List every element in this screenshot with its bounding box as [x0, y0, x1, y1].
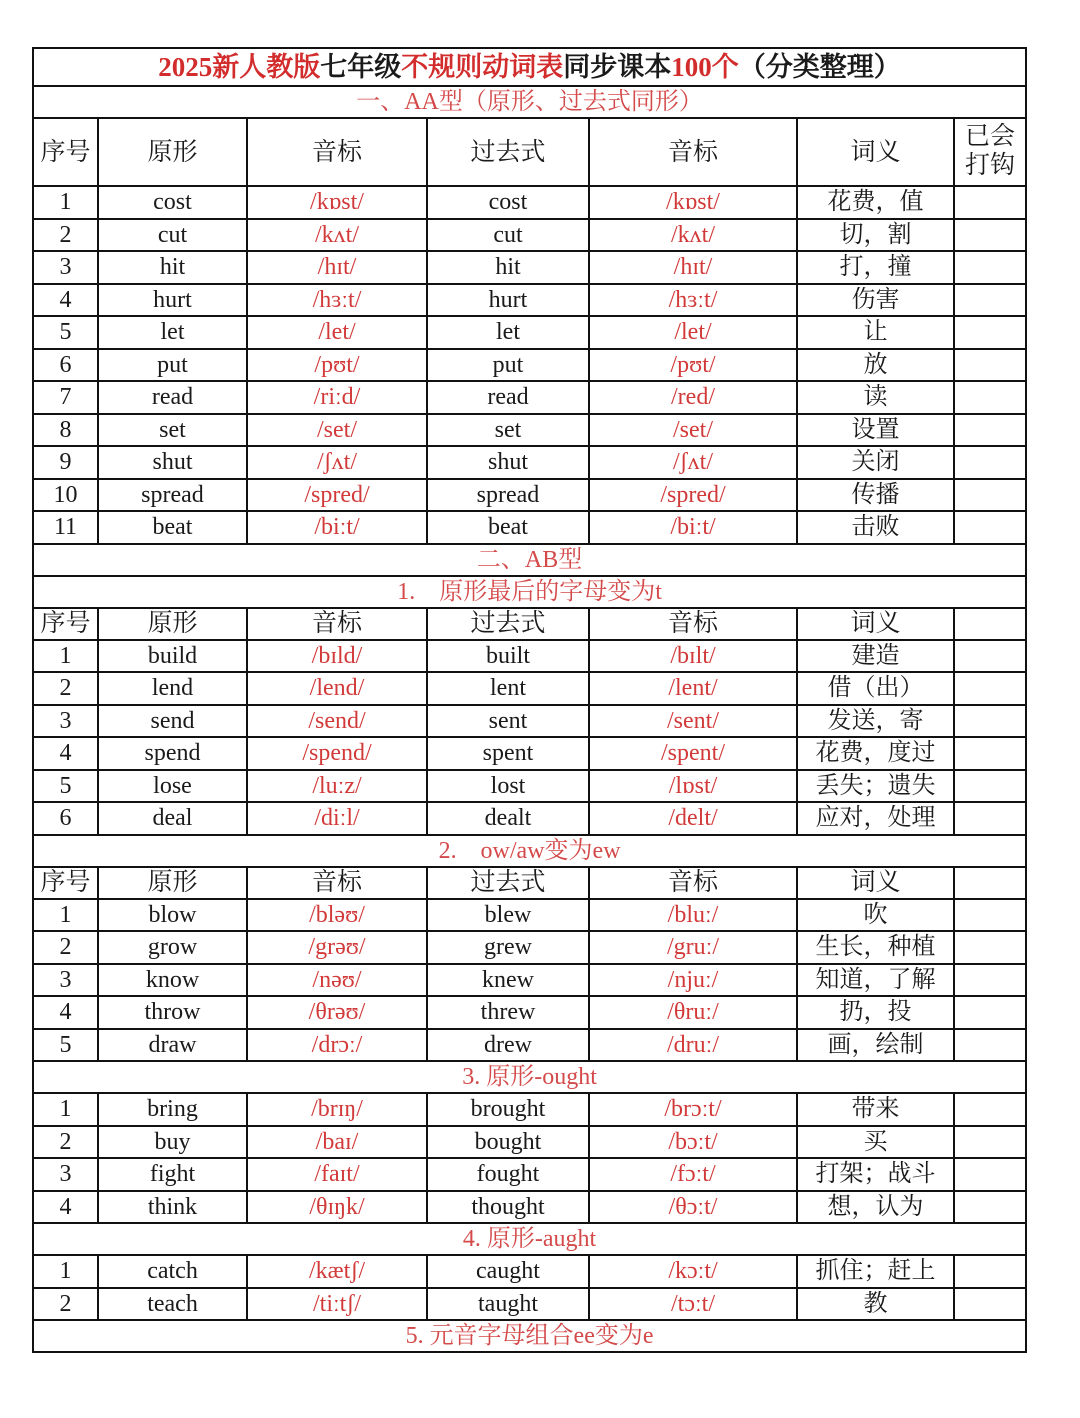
header-past-tense: 过去式: [427, 867, 589, 899]
cell-phonetic: /faɪt/: [247, 1158, 427, 1191]
cell-index: 2: [33, 219, 98, 252]
table-row: [33, 899, 1026, 932]
section-ab5: 5. 元音字母组合ee变为e: [33, 1320, 1026, 1352]
checkbox-cell[interactable]: [954, 1093, 1026, 1126]
title-count: 100个: [671, 51, 739, 82]
checkbox-cell[interactable]: [954, 672, 1026, 705]
cell-past-phonetic: /hɪt/: [589, 251, 797, 284]
cell-past-tense: grew: [427, 931, 589, 964]
title-year: 2025: [158, 51, 213, 82]
title-sync: 同步课本: [563, 51, 672, 82]
cell-meaning: 击败: [797, 511, 954, 544]
cell-past-tense: hurt: [427, 284, 589, 317]
cell-past-tense: cut: [427, 219, 589, 252]
cell-index: 5: [33, 770, 98, 803]
header-index: 序号: [33, 867, 98, 899]
cell-meaning: 打架；战斗: [797, 1158, 954, 1191]
cell-meaning: 应对，处理: [797, 802, 954, 835]
section-ab2: 2. ow/aw变为ew: [33, 835, 1026, 867]
checkbox-cell[interactable]: [954, 996, 1026, 1029]
checkbox-cell[interactable]: [954, 446, 1026, 479]
header-base-form: 原形: [98, 867, 247, 899]
header-phonetic: 音标: [247, 867, 427, 899]
cell-index: 9: [33, 446, 98, 479]
cell-past-tense: read: [427, 381, 589, 414]
table-row: [33, 251, 1026, 284]
cell-meaning: 放: [797, 349, 954, 382]
section-row: [33, 544, 1026, 576]
cell-past-tense: sent: [427, 705, 589, 738]
table-title: [33, 48, 1026, 86]
table-row: [33, 1126, 1026, 1159]
cell-meaning: 发送，寄: [797, 705, 954, 738]
cell-phonetic: /tiːtʃ/: [247, 1288, 427, 1321]
cell-base-form: let: [98, 316, 247, 349]
checkbox-cell[interactable]: [954, 479, 1026, 512]
table-row: [33, 1158, 1026, 1191]
table-row: [33, 802, 1026, 835]
cell-past-tense: thought: [427, 1191, 589, 1224]
cell-meaning: 打，撞: [797, 251, 954, 284]
checkbox-cell[interactable]: [954, 640, 1026, 673]
table-title-row: [33, 48, 1026, 86]
cell-past-phonetic: /red/: [589, 381, 797, 414]
section-row: [33, 1320, 1026, 1352]
cell-meaning: 读: [797, 381, 954, 414]
cell-index: 4: [33, 737, 98, 770]
cell-base-form: lend: [98, 672, 247, 705]
cell-base-form: cost: [98, 186, 247, 219]
cell-past-phonetic: /spent/: [589, 737, 797, 770]
checkbox-cell[interactable]: [954, 802, 1026, 835]
checkbox-cell[interactable]: [954, 316, 1026, 349]
table-row: [33, 316, 1026, 349]
cell-phonetic: /bɪld/: [247, 640, 427, 673]
cell-index: 2: [33, 1126, 98, 1159]
checkbox-cell[interactable]: [954, 349, 1026, 382]
cell-phonetic: /bləʊ/: [247, 899, 427, 932]
header-row: [33, 608, 1026, 640]
cell-past-tense: cost: [427, 186, 589, 219]
cell-index: 4: [33, 1191, 98, 1224]
cell-meaning: 教: [797, 1288, 954, 1321]
cell-past-phonetic: /ʃʌt/: [589, 446, 797, 479]
cell-past-phonetic: /spred/: [589, 479, 797, 512]
cell-past-phonetic: /tɔːt/: [589, 1288, 797, 1321]
cell-past-tense: let: [427, 316, 589, 349]
header-phonetic: 音标: [247, 608, 427, 640]
cell-base-form: deal: [98, 802, 247, 835]
cell-phonetic: /riːd/: [247, 381, 427, 414]
cell-index: 3: [33, 705, 98, 738]
cell-phonetic: /kʌt/: [247, 219, 427, 252]
cell-past-phonetic: /delt/: [589, 802, 797, 835]
cell-past-tense: threw: [427, 996, 589, 1029]
cell-meaning: 切，割: [797, 219, 954, 252]
table-row: [33, 284, 1026, 317]
section-ab3: 3. 原形-ought: [33, 1061, 1026, 1093]
cell-meaning: 丢失；遗失: [797, 770, 954, 803]
cell-phonetic: /set/: [247, 414, 427, 447]
cell-index: 1: [33, 186, 98, 219]
cell-past-tense: blew: [427, 899, 589, 932]
cell-index: 2: [33, 931, 98, 964]
cell-past-phonetic: /pʊt/: [589, 349, 797, 382]
cell-phonetic: /ʃʌt/: [247, 446, 427, 479]
cell-past-phonetic: /set/: [589, 414, 797, 447]
cell-past-phonetic: /θruː/: [589, 996, 797, 1029]
cell-phonetic: /hɪt/: [247, 251, 427, 284]
checkbox-cell[interactable]: [954, 284, 1026, 317]
table-row: [33, 737, 1026, 770]
table-row: [33, 770, 1026, 803]
cell-base-form: hit: [98, 251, 247, 284]
section-row: [33, 1061, 1026, 1093]
cell-base-form: fight: [98, 1158, 247, 1191]
checkbox-cell[interactable]: [954, 931, 1026, 964]
cell-past-phonetic: /fɔːt/: [589, 1158, 797, 1191]
cell-phonetic: /pʊt/: [247, 349, 427, 382]
section-ab: 二、AB型: [33, 544, 1026, 576]
table-row: [33, 964, 1026, 997]
header-past-phonetic: 音标: [589, 867, 797, 899]
cell-index: 2: [33, 672, 98, 705]
table-row: [33, 672, 1026, 705]
cell-index: 10: [33, 479, 98, 512]
cell-index: 1: [33, 1255, 98, 1288]
cell-base-form: read: [98, 381, 247, 414]
cell-base-form: beat: [98, 511, 247, 544]
cell-base-form: teach: [98, 1288, 247, 1321]
cell-base-form: spend: [98, 737, 247, 770]
cell-base-form: hurt: [98, 284, 247, 317]
header-row: [33, 118, 1026, 186]
cell-base-form: build: [98, 640, 247, 673]
cell-past-tense: hit: [427, 251, 589, 284]
table-row: [33, 446, 1026, 479]
cell-past-tense: caught: [427, 1255, 589, 1288]
cell-past-tense: set: [427, 414, 589, 447]
cell-base-form: spread: [98, 479, 247, 512]
header-empty-cell: [954, 608, 1026, 640]
checkbox-cell[interactable]: [954, 1191, 1026, 1224]
cell-past-phonetic: /hɜːt/: [589, 284, 797, 317]
cell-meaning: 传播: [797, 479, 954, 512]
cell-base-form: catch: [98, 1255, 247, 1288]
cell-base-form: blow: [98, 899, 247, 932]
table-row: [33, 705, 1026, 738]
table-row: [33, 349, 1026, 382]
cell-phonetic: /send/: [247, 705, 427, 738]
checkbox-cell[interactable]: [954, 1126, 1026, 1159]
cell-past-tense: knew: [427, 964, 589, 997]
checkbox-cell[interactable]: [954, 511, 1026, 544]
checkbox-cell[interactable]: [954, 381, 1026, 414]
cell-past-phonetic: /θɔːt/: [589, 1191, 797, 1224]
cell-meaning: 让: [797, 316, 954, 349]
cell-meaning: 知道，了解: [797, 964, 954, 997]
cell-phonetic: /nəʊ/: [247, 964, 427, 997]
cell-base-form: cut: [98, 219, 247, 252]
cell-past-tense: bought: [427, 1126, 589, 1159]
cell-past-phonetic: /kɒst/: [589, 186, 797, 219]
cell-index: 5: [33, 1029, 98, 1062]
section-row: [33, 1223, 1026, 1255]
cell-meaning: 抓住；赶上: [797, 1255, 954, 1288]
cell-past-phonetic: /biːt/: [589, 511, 797, 544]
cell-phonetic: /θɪŋk/: [247, 1191, 427, 1224]
table-row: [33, 1093, 1026, 1126]
cell-phonetic: /hɜːt/: [247, 284, 427, 317]
table-row: [33, 1255, 1026, 1288]
cell-phonetic: /brɪŋ/: [247, 1093, 427, 1126]
cell-past-phonetic: /sent/: [589, 705, 797, 738]
cell-past-tense: beat: [427, 511, 589, 544]
cell-phonetic: /spred/: [247, 479, 427, 512]
header-past-tense: 过去式: [427, 118, 589, 186]
cell-index: 1: [33, 640, 98, 673]
cell-phonetic: /drɔː/: [247, 1029, 427, 1062]
cell-past-tense: drew: [427, 1029, 589, 1062]
cell-phonetic: /grəʊ/: [247, 931, 427, 964]
cell-phonetic: /diːl/: [247, 802, 427, 835]
cell-index: 4: [33, 996, 98, 1029]
header-past-phonetic: 音标: [589, 118, 797, 186]
cell-past-phonetic: /gruː/: [589, 931, 797, 964]
cell-index: 7: [33, 381, 98, 414]
cell-index: 5: [33, 316, 98, 349]
cell-phonetic: /lend/: [247, 672, 427, 705]
table-row: [33, 931, 1026, 964]
cell-phonetic: /kɒst/: [247, 186, 427, 219]
cell-past-tense: lent: [427, 672, 589, 705]
cell-base-form: draw: [98, 1029, 247, 1062]
header-empty-cell: [954, 867, 1026, 899]
header-index: 序号: [33, 118, 98, 186]
cell-base-form: shut: [98, 446, 247, 479]
cell-past-tense: brought: [427, 1093, 589, 1126]
cell-base-form: buy: [98, 1126, 247, 1159]
title-grade: 七年级: [320, 51, 402, 82]
irregular-verb-table: [32, 47, 1027, 1353]
header-phonetic: 音标: [247, 118, 427, 186]
checkbox-cell[interactable]: [954, 186, 1026, 219]
table-row: [33, 1029, 1026, 1062]
cell-meaning: 想，认为: [797, 1191, 954, 1224]
cell-past-phonetic: /let/: [589, 316, 797, 349]
checkbox-cell[interactable]: [954, 251, 1026, 284]
table-row: [33, 219, 1026, 252]
cell-phonetic: /spend/: [247, 737, 427, 770]
header-index: 序号: [33, 608, 98, 640]
cell-meaning: 设置: [797, 414, 954, 447]
cell-index: 1: [33, 1093, 98, 1126]
cell-index: 8: [33, 414, 98, 447]
cell-past-phonetic: /bɪlt/: [589, 640, 797, 673]
cell-meaning: 带来: [797, 1093, 954, 1126]
cell-meaning: 花费，值: [797, 186, 954, 219]
table-row: [33, 1288, 1026, 1321]
checkbox-cell[interactable]: [954, 1029, 1026, 1062]
title-edition: 新人教版: [212, 51, 321, 82]
table-row: [33, 1191, 1026, 1224]
cell-past-tense: put: [427, 349, 589, 382]
cell-base-form: throw: [98, 996, 247, 1029]
cell-meaning: 关闭: [797, 446, 954, 479]
cell-index: 4: [33, 284, 98, 317]
cell-past-tense: lost: [427, 770, 589, 803]
cell-base-form: send: [98, 705, 247, 738]
section-ab1: 1. 原形最后的字母变为t: [33, 576, 1026, 608]
cell-meaning: 建造: [797, 640, 954, 673]
cell-past-phonetic: /brɔːt/: [589, 1093, 797, 1126]
section-row: [33, 576, 1026, 608]
table-row: [33, 186, 1026, 219]
header-checked: 已会打钩: [954, 118, 1026, 186]
cell-index: 3: [33, 1158, 98, 1191]
checkbox-cell[interactable]: [954, 705, 1026, 738]
cell-index: 2: [33, 1288, 98, 1321]
cell-past-phonetic: /kʌt/: [589, 219, 797, 252]
cell-phonetic: /luːz/: [247, 770, 427, 803]
cell-meaning: 生长，种植: [797, 931, 954, 964]
checkbox-cell[interactable]: [954, 899, 1026, 932]
cell-phonetic: /let/: [247, 316, 427, 349]
cell-past-tense: taught: [427, 1288, 589, 1321]
cell-index: 3: [33, 964, 98, 997]
checkbox-cell[interactable]: [954, 1288, 1026, 1321]
table-row: [33, 414, 1026, 447]
cell-past-tense: spread: [427, 479, 589, 512]
checkbox-cell[interactable]: [954, 414, 1026, 447]
cell-past-phonetic: /bɔːt/: [589, 1126, 797, 1159]
cell-phonetic: /biːt/: [247, 511, 427, 544]
section-ab4: 4. 原形-aught: [33, 1223, 1026, 1255]
cell-meaning: 画，绘制: [797, 1029, 954, 1062]
cell-base-form: know: [98, 964, 247, 997]
section-aa: 一、AA型（原形、过去式同形）: [33, 86, 1026, 118]
table-row: [33, 479, 1026, 512]
cell-base-form: set: [98, 414, 247, 447]
title-note: （分类整理）: [738, 51, 901, 82]
cell-past-tense: built: [427, 640, 589, 673]
header-past-phonetic: 音标: [589, 608, 797, 640]
checkbox-cell[interactable]: [954, 770, 1026, 803]
cell-past-tense: spent: [427, 737, 589, 770]
cell-past-phonetic: /lent/: [589, 672, 797, 705]
cell-index: 3: [33, 251, 98, 284]
cell-phonetic: /kætʃ/: [247, 1255, 427, 1288]
cell-past-phonetic: /druː/: [589, 1029, 797, 1062]
checkbox-cell[interactable]: [954, 964, 1026, 997]
cell-meaning: 伤害: [797, 284, 954, 317]
header-past-tense: 过去式: [427, 608, 589, 640]
cell-index: 6: [33, 802, 98, 835]
cell-base-form: lose: [98, 770, 247, 803]
cell-meaning: 花费，度过: [797, 737, 954, 770]
cell-index: 1: [33, 899, 98, 932]
cell-phonetic: /θrəʊ/: [247, 996, 427, 1029]
cell-base-form: think: [98, 1191, 247, 1224]
cell-past-tense: fought: [427, 1158, 589, 1191]
header-meaning: 词义: [797, 867, 954, 899]
table-row: [33, 511, 1026, 544]
checkbox-cell[interactable]: [954, 1255, 1026, 1288]
cell-base-form: put: [98, 349, 247, 382]
section-row: [33, 86, 1026, 118]
header-meaning: 词义: [797, 118, 954, 186]
cell-past-tense: dealt: [427, 802, 589, 835]
cell-past-phonetic: /lɒst/: [589, 770, 797, 803]
checkbox-cell[interactable]: [954, 737, 1026, 770]
cell-phonetic: /baɪ/: [247, 1126, 427, 1159]
cell-past-tense: shut: [427, 446, 589, 479]
cell-past-phonetic: /njuː/: [589, 964, 797, 997]
cell-index: 11: [33, 511, 98, 544]
checkbox-cell[interactable]: [954, 219, 1026, 252]
cell-meaning: 扔，投: [797, 996, 954, 1029]
table-row: [33, 996, 1026, 1029]
header-meaning: 词义: [797, 608, 954, 640]
cell-index: 6: [33, 349, 98, 382]
cell-meaning: 买: [797, 1126, 954, 1159]
section-row: [33, 835, 1026, 867]
header-base-form: 原形: [98, 118, 247, 186]
table-row: [33, 640, 1026, 673]
cell-base-form: grow: [98, 931, 247, 964]
checkbox-cell[interactable]: [954, 1158, 1026, 1191]
cell-past-phonetic: /kɔːt/: [589, 1255, 797, 1288]
cell-meaning: 吹: [797, 899, 954, 932]
table-row: [33, 381, 1026, 414]
cell-base-form: bring: [98, 1093, 247, 1126]
header-row: [33, 867, 1026, 899]
header-base-form: 原形: [98, 608, 247, 640]
cell-past-phonetic: /bluː/: [589, 899, 797, 932]
title-topic: 不规则动词表: [401, 51, 564, 82]
cell-meaning: 借（出）: [797, 672, 954, 705]
